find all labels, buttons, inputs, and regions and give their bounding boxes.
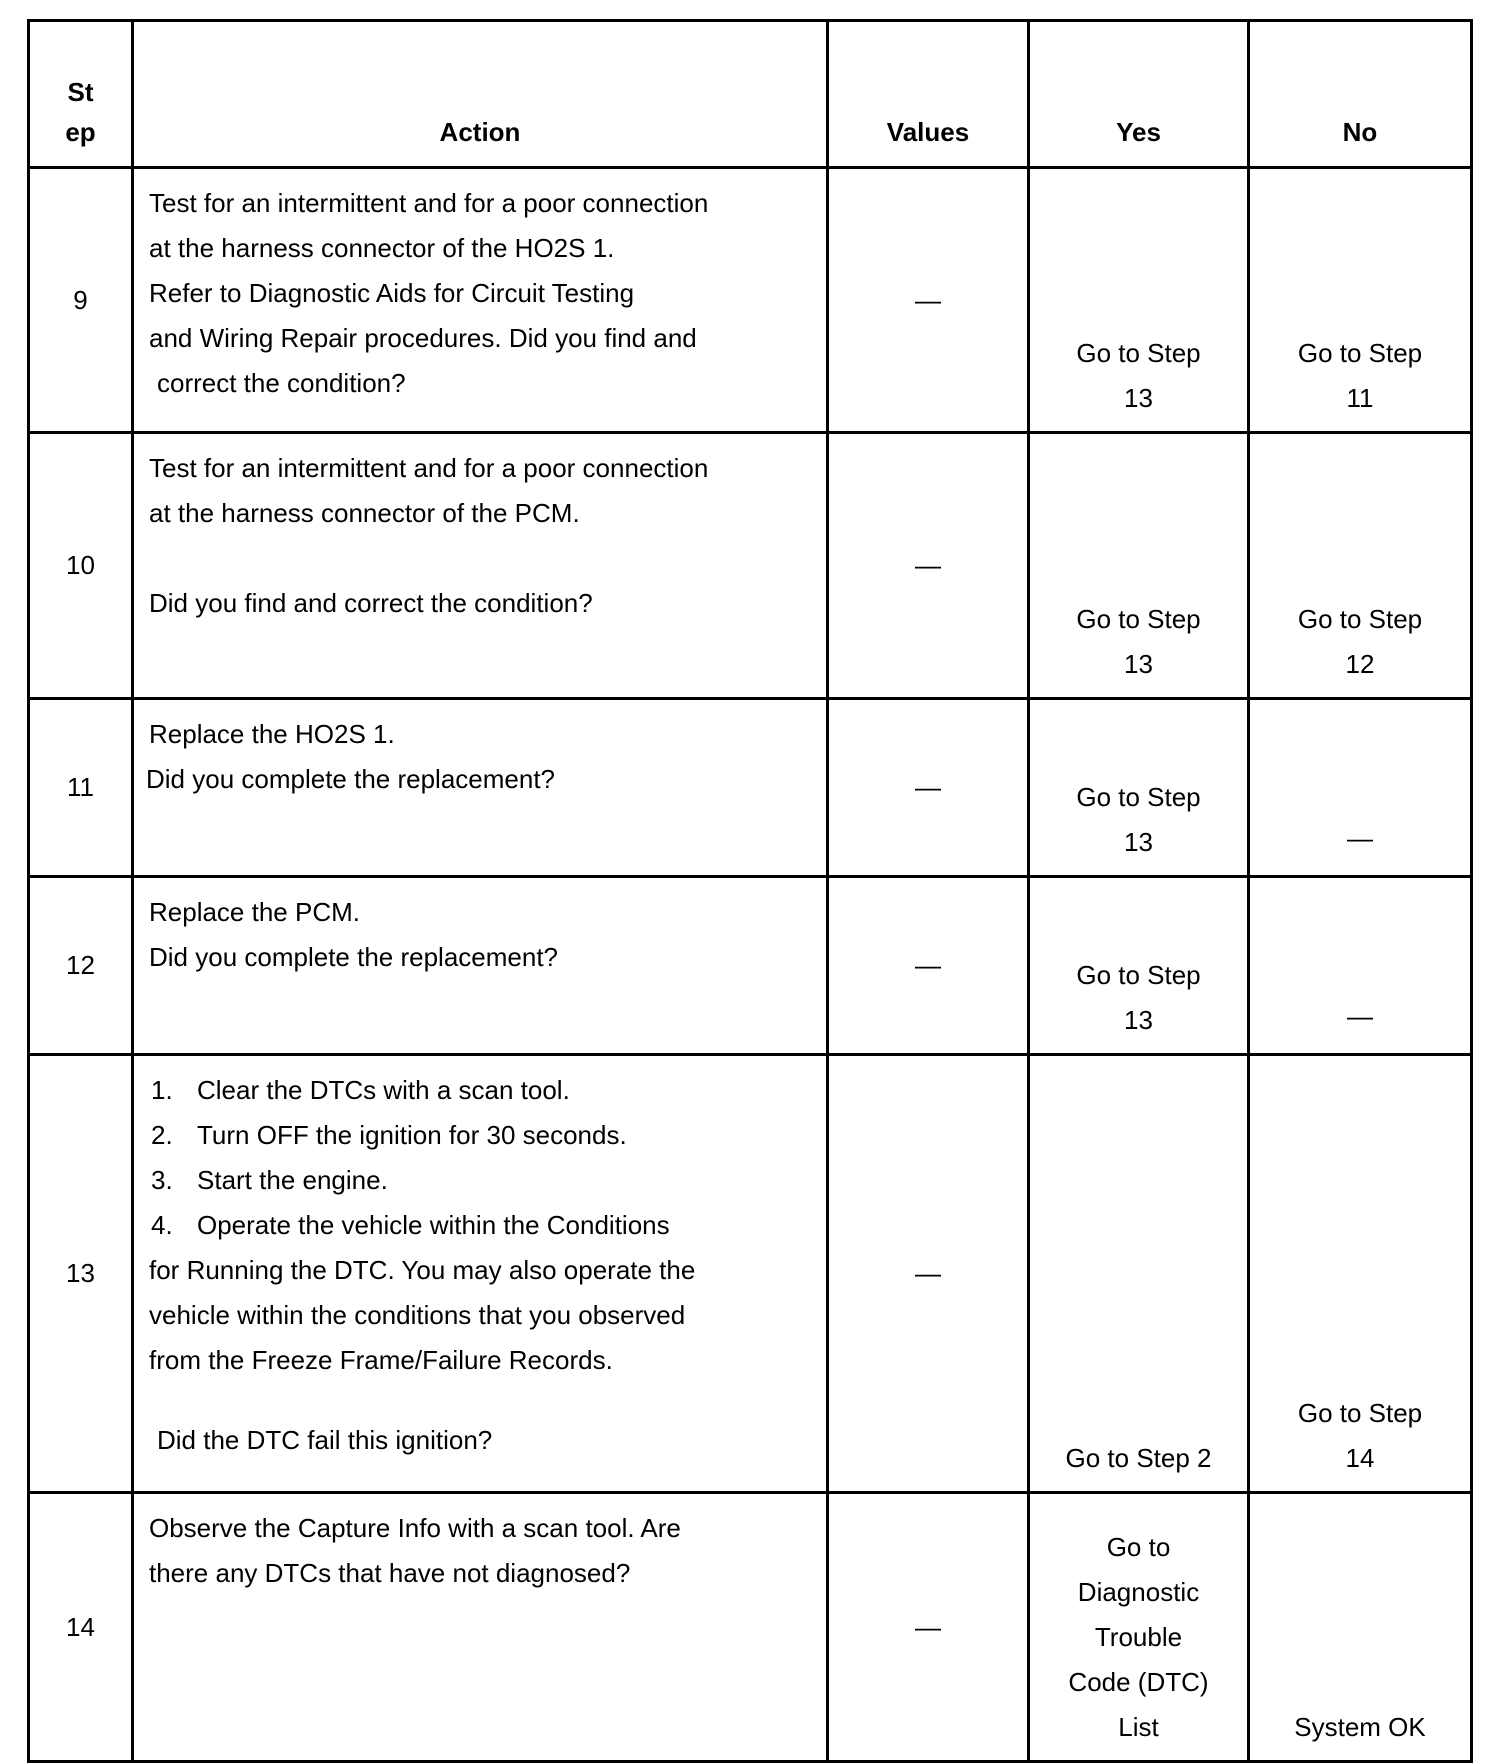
action-line: Observe the Capture Info with a scan tool. Are bbox=[149, 1513, 681, 1543]
action-line: there any DTCs that have not diagnosed? bbox=[149, 1558, 631, 1588]
action-line: Did you complete the replacement? bbox=[146, 764, 556, 794]
action-cell bbox=[133, 877, 828, 1055]
step-number: 14 bbox=[29, 1493, 133, 1762]
yes-line: Go to Step bbox=[1076, 782, 1201, 812]
yes-line: Go to Step bbox=[1076, 338, 1201, 368]
table-row bbox=[29, 433, 1472, 699]
header-action: Action bbox=[133, 21, 828, 168]
yes-line: Diagnostic bbox=[1077, 1577, 1200, 1607]
yes-line: List bbox=[1118, 1712, 1159, 1742]
list-text: Operate the vehicle within the Conditions bbox=[197, 1210, 670, 1240]
no-line: 12 bbox=[1345, 649, 1375, 679]
yes-line: Go to Step bbox=[1076, 604, 1201, 634]
table-row bbox=[29, 168, 1472, 433]
table-row bbox=[29, 1055, 1472, 1493]
action-line: Did you find and correct the condition? bbox=[149, 588, 593, 618]
action-line: and Wiring Repair procedures. Did you find and bbox=[149, 323, 697, 353]
yes-line: Go to Step 2 bbox=[1065, 1443, 1212, 1473]
no-cell bbox=[1249, 168, 1472, 433]
no-line: Go to Step bbox=[1297, 338, 1423, 368]
list-item bbox=[149, 1203, 816, 1248]
yes-cell bbox=[1029, 433, 1249, 699]
list-number: 3. bbox=[151, 1165, 173, 1195]
action-line: at the harness connector of the PCM. bbox=[149, 498, 580, 528]
spacer bbox=[149, 1383, 816, 1418]
header-step-line1: St bbox=[67, 77, 94, 107]
action-line: Did you complete the replacement? bbox=[149, 942, 559, 972]
yes-line: Go to Step bbox=[1076, 960, 1201, 990]
yes-line: 13 bbox=[1124, 1005, 1153, 1035]
step-number: 12 bbox=[29, 877, 133, 1055]
header-no: No bbox=[1249, 21, 1472, 168]
step-number: 10 bbox=[29, 433, 133, 699]
action-line: vehicle within the conditions that you observed bbox=[149, 1300, 686, 1330]
step-number: 11 bbox=[29, 699, 133, 877]
list-item bbox=[149, 1068, 816, 1113]
yes-line: Trouble bbox=[1094, 1622, 1183, 1652]
action-line: at the harness connector of the HO2S 1. bbox=[149, 233, 615, 263]
yes-cell bbox=[1029, 1493, 1249, 1762]
header-step bbox=[29, 21, 133, 168]
no-line: Go to Step bbox=[1297, 1398, 1423, 1428]
no-cell bbox=[1249, 433, 1472, 699]
yes-line: 13 bbox=[1124, 649, 1153, 679]
list-text: Clear the DTCs with a scan tool. bbox=[197, 1075, 570, 1105]
yes-line: 13 bbox=[1124, 827, 1153, 857]
yes-line: Code (DTC) bbox=[1068, 1667, 1209, 1697]
no-line: System OK bbox=[1294, 1712, 1426, 1742]
action-cell bbox=[133, 433, 828, 699]
yes-cell bbox=[1029, 877, 1249, 1055]
values-cell: — bbox=[828, 1055, 1029, 1493]
values-cell: — bbox=[828, 168, 1029, 433]
yes-line: Go to bbox=[1106, 1532, 1171, 1562]
spacer bbox=[149, 536, 816, 581]
header-step-line2: ep bbox=[65, 117, 96, 147]
no-line: 11 bbox=[1346, 383, 1374, 413]
action-line: Replace the HO2S 1. bbox=[149, 719, 395, 749]
no-cell bbox=[1249, 1055, 1472, 1493]
values-cell: — bbox=[828, 1493, 1029, 1762]
list-number: 1. bbox=[151, 1075, 173, 1105]
action-line: Test for an intermittent and for a poor connection bbox=[149, 188, 709, 218]
action-line: Did the DTC fail this ignition? bbox=[157, 1425, 493, 1455]
header-values: Values bbox=[828, 21, 1029, 168]
table-row bbox=[29, 1493, 1472, 1762]
yes-cell bbox=[1029, 168, 1249, 433]
action-cell bbox=[133, 1055, 828, 1493]
values-cell: — bbox=[828, 433, 1029, 699]
yes-cell bbox=[1029, 1055, 1249, 1493]
yes-line: 13 bbox=[1124, 383, 1153, 413]
table-row bbox=[29, 877, 1472, 1055]
no-line: — bbox=[1347, 823, 1373, 853]
list-number: 4. bbox=[151, 1210, 173, 1240]
no-line: Go to Step bbox=[1297, 604, 1423, 634]
action-cell bbox=[133, 699, 828, 877]
list-item bbox=[149, 1158, 816, 1203]
step-number: 9 bbox=[29, 168, 133, 433]
header-row bbox=[29, 21, 1472, 168]
action-cell bbox=[133, 1493, 828, 1762]
table-row bbox=[29, 699, 1472, 877]
yes-cell bbox=[1029, 699, 1249, 877]
no-line: — bbox=[1347, 1001, 1373, 1031]
action-line: Test for an intermittent and for a poor connection bbox=[149, 453, 709, 483]
no-cell bbox=[1249, 699, 1472, 877]
list-number: 2. bbox=[151, 1120, 173, 1150]
values-cell: — bbox=[828, 877, 1029, 1055]
action-line: Replace the PCM. bbox=[149, 897, 360, 927]
list-text: Turn OFF the ignition for 30 seconds. bbox=[197, 1120, 627, 1150]
action-cell bbox=[133, 168, 828, 433]
list-item bbox=[149, 1113, 816, 1158]
no-cell bbox=[1249, 1493, 1472, 1762]
action-line: correct the condition? bbox=[157, 368, 406, 398]
values-cell: — bbox=[828, 699, 1029, 877]
step-number: 13 bbox=[29, 1055, 133, 1493]
no-line: 14 bbox=[1345, 1443, 1375, 1473]
action-line: from the Freeze Frame/Failure Records. bbox=[149, 1345, 613, 1375]
action-line: for Running the DTC. You may also operate the bbox=[149, 1255, 696, 1285]
diagnostic-table bbox=[27, 19, 1473, 1763]
no-cell bbox=[1249, 877, 1472, 1055]
header-yes: Yes bbox=[1029, 21, 1249, 168]
list-text: Start the engine. bbox=[197, 1165, 388, 1195]
action-line: Refer to Diagnostic Aids for Circuit Testing bbox=[149, 278, 635, 308]
